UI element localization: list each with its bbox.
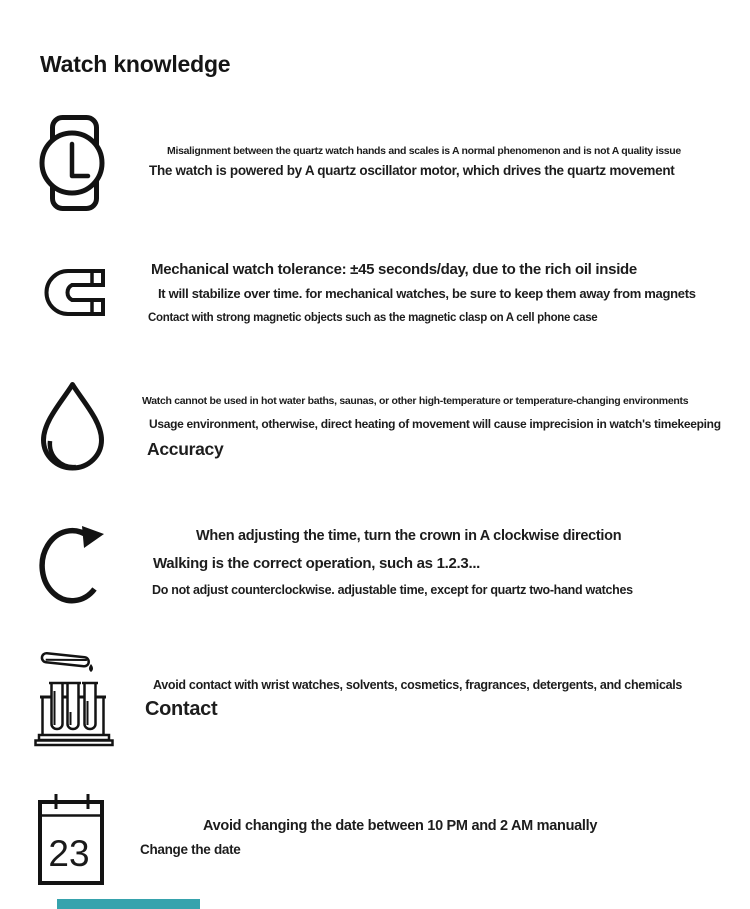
wristwatch-icon [38,112,108,212]
water-warning-text: Watch cannot be used in hot water baths, saunas, or other high-temperature or temperature-changing environments [142,395,689,407]
water-drop-icon [40,380,108,472]
counterclockwise-warning-text: Do not adjust counterclockwise. adjustable time, except for quartz two-hand watches [152,583,633,597]
accuracy-heading: Accuracy [147,439,224,459]
page-title: Watch knowledge [40,51,231,78]
accent-highlight-bar [57,899,200,909]
calendar-icon [36,790,106,890]
quartz-main-text: The watch is powered by A quartz oscillator motor, which drives the quartz movement [149,163,675,178]
calendar-day: 23 [48,833,90,874]
magnet-icon [38,260,110,322]
magnet-tolerance-text: Mechanical watch tolerance: ±45 seconds/day, due to the rich oil inside [151,261,637,278]
water-usage-text: Usage environment, otherwise, direct heating of movement will cause imprecision in watch's timekeeping [149,417,721,431]
contact-heading: Contact [145,698,218,720]
date-change-warning-text: Avoid changing the date between 10 PM and 2 AM manually [203,818,598,834]
change-date-heading: Change the date [140,842,241,857]
magnet-stabilize-text: It will stabilize over time. for mechanical watches, be sure to keep them away from magnets [158,286,696,301]
magnet-contact-text: Contact with strong magnetic objects such as the magnetic clasp on A cell phone case [148,312,598,324]
clockwise-arrow-icon [38,524,110,608]
quartz-note-text: Misalignment between the quartz watch hands and scales is A normal phenomenon and is not A quality issue [167,145,681,157]
test-tubes-icon [34,645,114,747]
chemicals-warning-text: Avoid contact with wrist watches, solvents, cosmetics, fragrances, detergents, and chemicals [153,678,683,692]
crown-clockwise-text: When adjusting the time, turn the crown in A clockwise direction [196,528,622,544]
walking-operation-text: Walking is the correct operation, such as 1.2.3... [153,555,481,572]
